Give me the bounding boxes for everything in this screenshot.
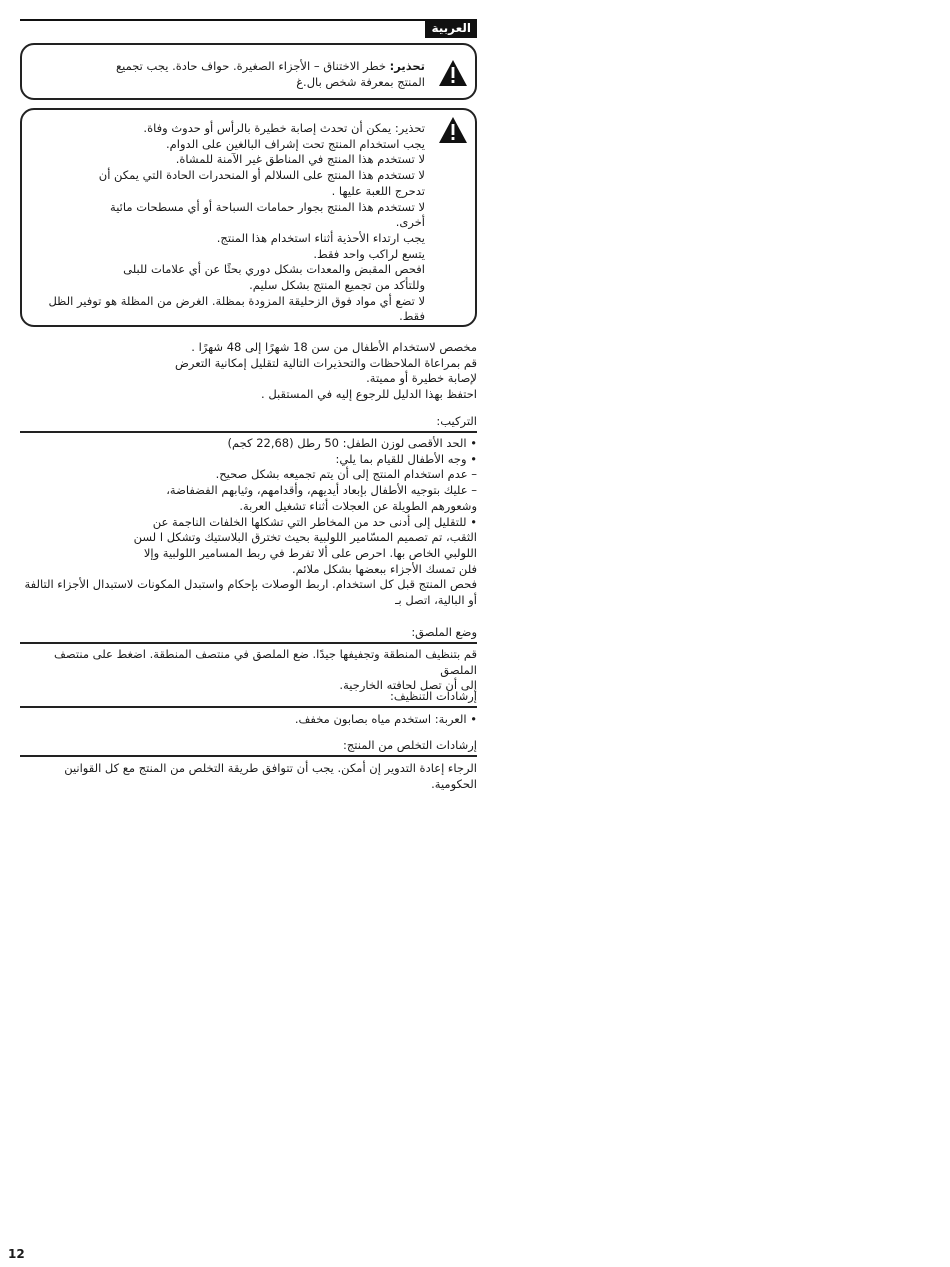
cleaning-rule bbox=[20, 706, 477, 708]
decal-rule bbox=[20, 642, 477, 644]
decal-section: قم بتنظيف المنطقة وتجفيفها جيدًا. ضع الملصق في منتصف المنطقة. اضغط على منتصف الملصق إلى أن تصل لحافته الخارجية. bbox=[54, 647, 477, 693]
page-number: 12 bbox=[8, 1247, 25, 1261]
disposal-rule bbox=[20, 755, 477, 757]
choking-warning-box bbox=[20, 43, 477, 100]
cleaning-heading: إرشادات التنظيف: bbox=[389, 689, 477, 703]
assembly-section: • الحد الأقصى لوزن الطفل: 50 رطل (22,68 كجم) • وجه الأطفال للقيام بما يلي: – عدم استخدام المنتج إلى أن يتم تجميعه بشكل صحيح. – عليك بتوجيه الأطفال بإبعاد أيديهم، وأقدامهم، وثيابهم الفضفاضة، وشعورهم الطويلة عن العجلات أثناء تشغيل العربة. • للتقليل إلى أدنى حد من المخاطر التي تشكلها الخلفات الناجمة عن الثقب، تم تصميم المسّامير اللولبية بحيث تخترق البلاستيك وتشكل ا لسن اللولبي الخاص بها. احرص على ألا تفرط في ربط المسامير اللولبية وإلا فلن تمسك الأجزاء ببعضها بشكل ملائم. فحص المنتج قبل كل استخدام. اربط الوصلات بإحكام واستبدل المكونات لاستبدال الأجزاء التالفة أو البالية، اتصل بـ bbox=[24, 436, 477, 608]
injury-warning-text: تحذير: يمكن أن تحدث إصابة خطيرة بالرأس أو حدوث وفاة. يجب استخدام المنتج تحت إشراف البالغين على الدوام. لا تستخدم هذا المنتج في المناطق غير الآمنة للمشاة. لا تستخدم هذا المنتج على السلالم أو المنحدرات الحادة التي يمكن أن تدحرج اللعبة عليها . لا تستخدم هذا المنتج بجوار حمامات السباحة أو أي مسطحات مائية أخرى. يجب ارتداء الأحذية أثناء استخدام هذا المنتج. يتسع لراكب واحد فقط. افحص المقبض والمعدات بشكل دوري بحثًا عن أي علامات للبلى وللتأكد من تجميع المنتج بشكل سليم. لا تضع أي مواد فوق الزحليقة المزودة بمظلة. الغرض من المظلة هو توفير الظل فقط. bbox=[48, 121, 425, 324]
warning-label: تحذير: bbox=[389, 59, 425, 73]
warning-triangle-icon bbox=[438, 116, 468, 144]
choking-warning-text: تحذير: خطر الاختناق – الأجزاء الصغيرة. حواف حادة. يجب تجميع المنتج بمعرفة شخص بال.غ bbox=[116, 59, 425, 89]
injury-warning-box bbox=[20, 108, 477, 327]
cleaning-section: • العربة: استخدم مياه بصابون مخفف. bbox=[294, 712, 477, 726]
disposal-heading: إرشادات التخلص من المنتج: bbox=[343, 738, 477, 752]
decal-heading: وضع الملصق: bbox=[411, 625, 477, 639]
assembly-rule bbox=[20, 431, 477, 433]
disposal-section: الرجاء إعادة التدوير إن أمكن. يجب أن تتوافق طريقة التخلص من المنتج مع كل القوانين الحكومية. bbox=[64, 761, 477, 791]
warning-triangle-icon bbox=[438, 59, 468, 87]
intro-paragraph: مخصص لاستخدام الأطفال من سن 18 شهرًا إلى 48 شهرًا . قم بمراعاة الملاحظات والتحذيرات التالية لتقليل إمكانية التعرض لإصابة خطيرة أو مميتة. احتفظ بهذا الدليل للرجوع إليه في المستقبل . bbox=[175, 340, 477, 402]
language-rule bbox=[20, 19, 477, 21]
language-tag: العربية bbox=[425, 19, 477, 38]
assembly-heading: التركيب: bbox=[436, 414, 477, 428]
